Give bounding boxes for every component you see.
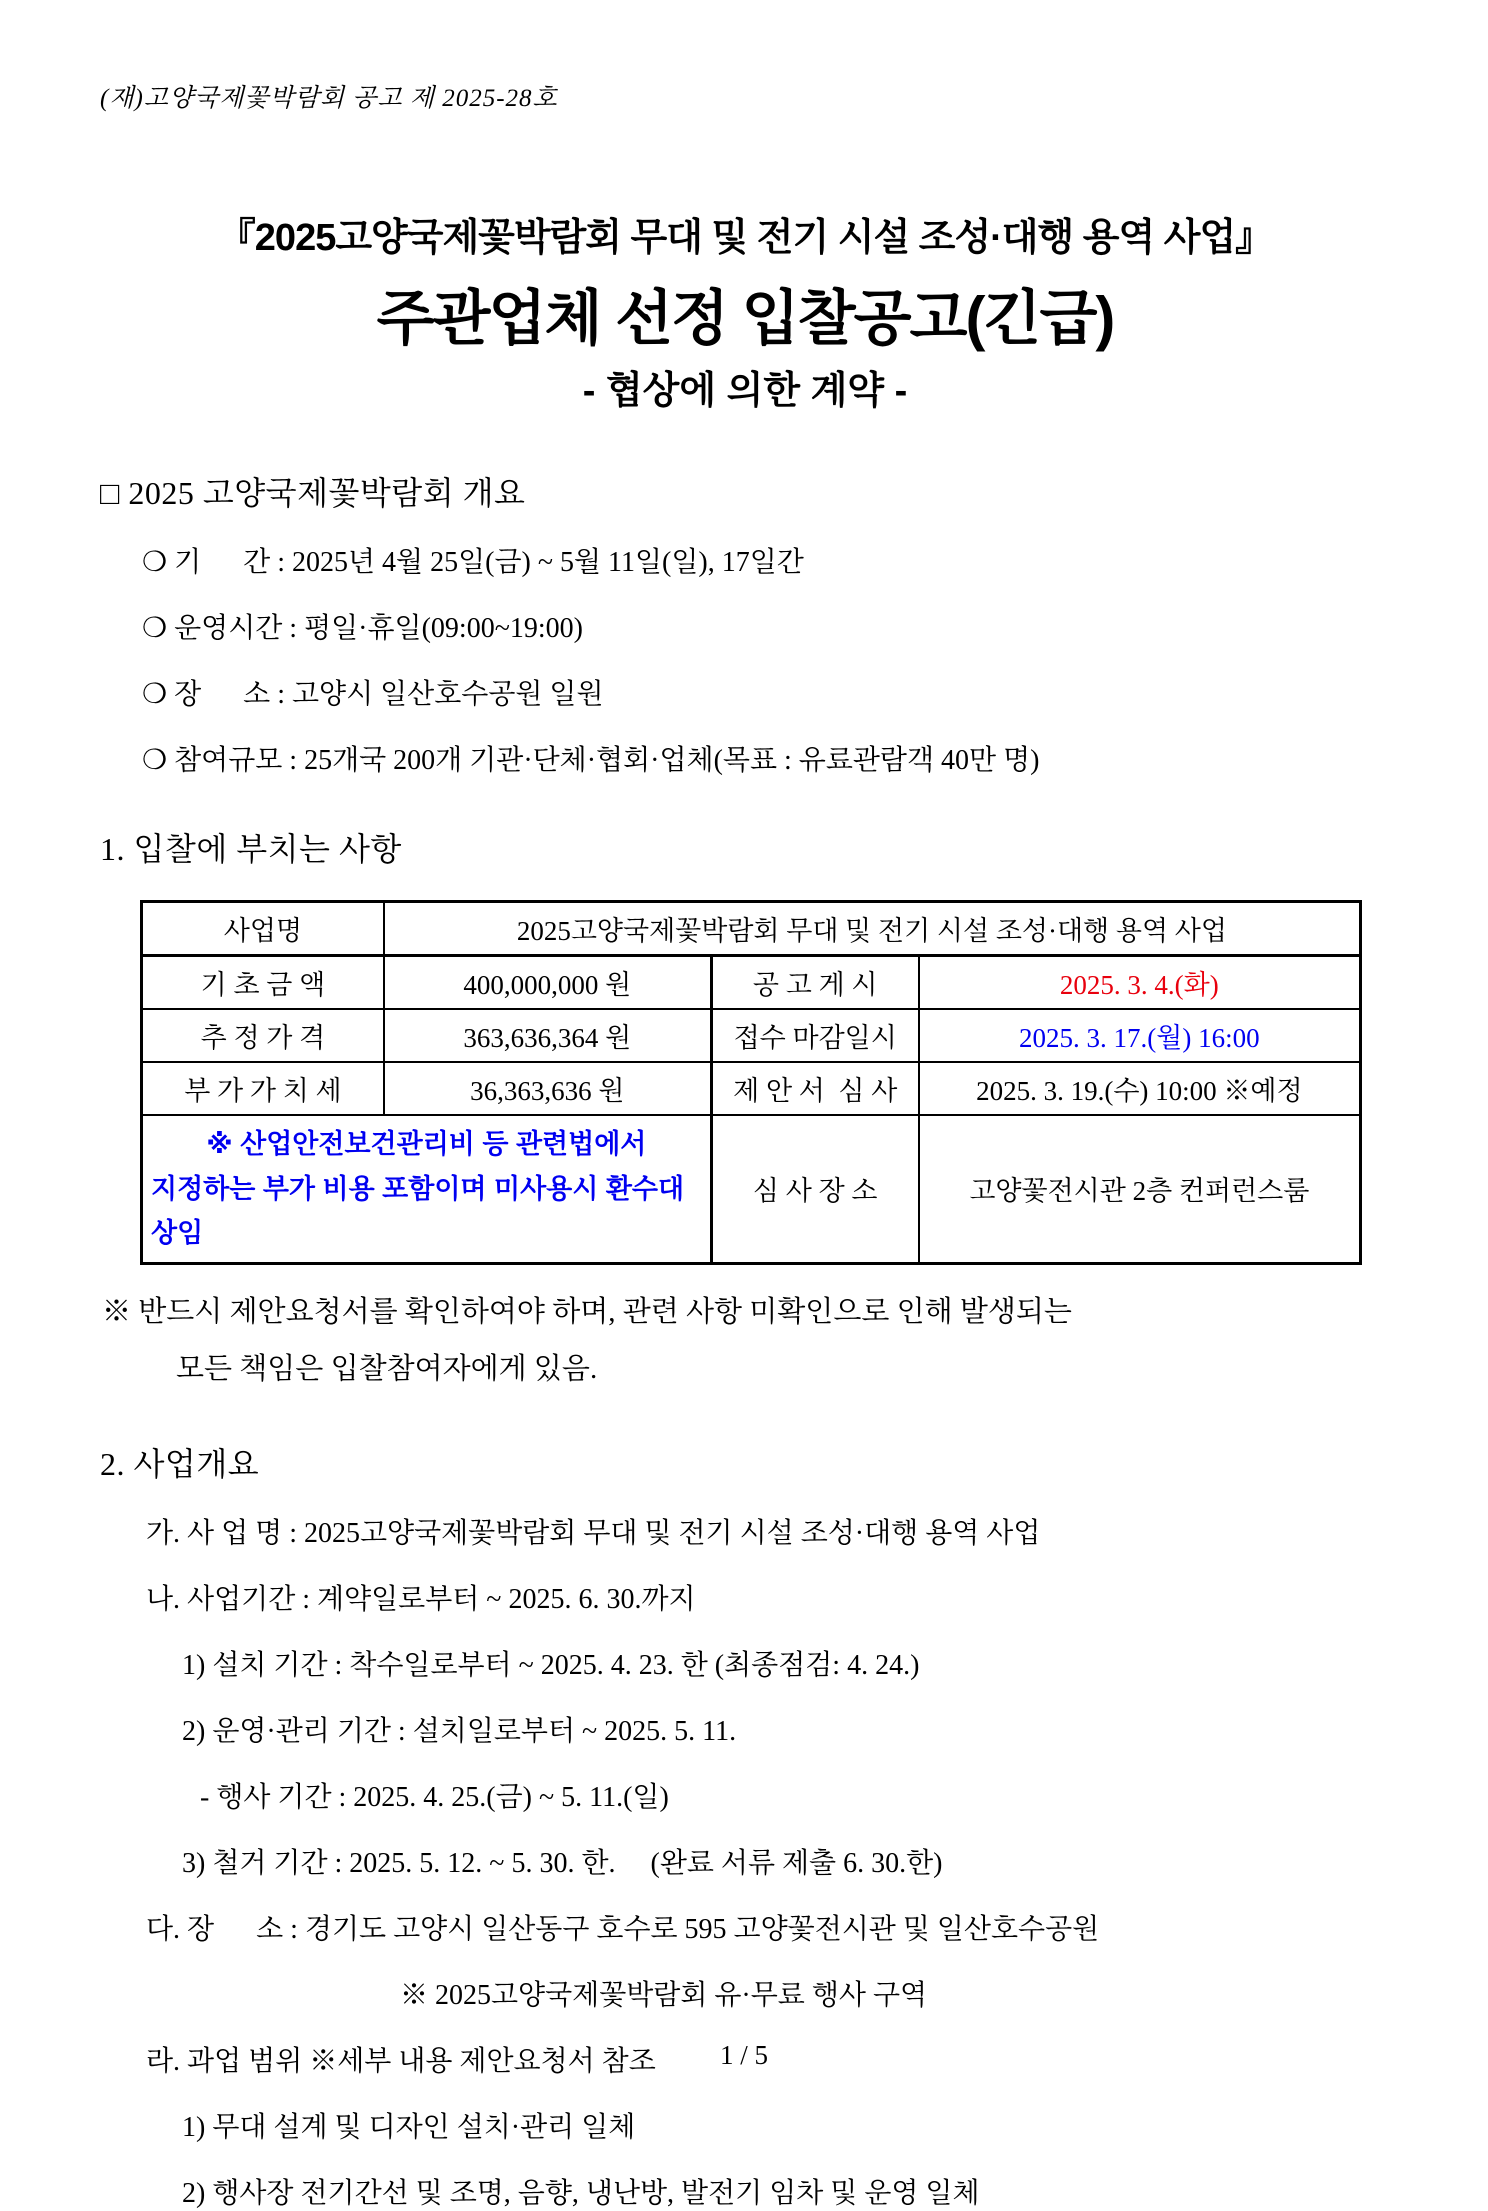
table-row	[142, 1115, 1361, 1263]
cell-project-name-value: 2025고양국제꽃박람회 무대 및 전기 시설 조성·대행 용역 사업	[384, 902, 1361, 956]
table-row	[142, 956, 1361, 1010]
bid-info-table	[140, 900, 1362, 1265]
cell-safety-cost-note	[142, 1115, 712, 1263]
line-operation-period: 2) 운영·관리 기간 : 설치일로부터 ~ 2025. 5. 11.	[182, 1715, 737, 1747]
cell-base-amount-value: 400,000,000 원	[384, 956, 711, 1010]
title-block	[100, 206, 1390, 414]
cell-vat-value: 36,363,636 원	[384, 1062, 711, 1115]
project-title: 『2025고양국제꽃박람회 무대 및 전기 시설 조성·대행 용역 사업』	[217, 217, 1273, 259]
safety-note-line1: ※ 산업안전보건관리비 등 관련법에서	[206, 1129, 647, 1159]
subtitle: - 협상에 의한 계약 -	[582, 370, 908, 412]
main-title: 주관업체 선정 입찰공고(긴급)	[376, 285, 1114, 352]
cell-review-value: 2025. 3. 19.(수) 10:00 ※예정	[919, 1062, 1361, 1115]
rfp-warning-line2: 모든 책임은 입찰참여자에게 있음.	[176, 1352, 598, 1385]
table-row	[142, 1062, 1361, 1115]
table-row	[142, 1009, 1361, 1062]
cell-estimated-price-label: 추 정 가 격	[142, 1009, 384, 1062]
line-scope-stage: 1) 무대 설계 및 디자인 설치·관리 일체	[182, 2111, 636, 2143]
cell-review-place-label: 심 사 장 소	[711, 1115, 918, 1263]
rfp-warning-line1: ※ 반드시 제안요청서를 확인하여야 하며, 관련 사항 미확인으로 인해 발생되는	[102, 1295, 1072, 1328]
cell-vat-label: 부 가 가 치 세	[142, 1062, 384, 1115]
cell-notice-date-label: 공 고 게 시	[711, 956, 918, 1010]
overview-bullet-list	[100, 540, 1390, 778]
notice-number: (재)고양국제꽃박람회 공고 제 2025-28호	[100, 85, 558, 112]
overview-bullet-period: ❍ 기 간 : 2025년 4월 25일(금) ~ 5월 11일(일), 17일간	[142, 547, 804, 578]
page-number: 1 / 5	[719, 2040, 768, 2070]
line-project-name: 가. 사 업 명 : 2025고양국제꽃박람회 무대 및 전기 시설 조성·대행 용역 사업	[146, 1517, 1041, 1549]
cell-project-name-label: 사업명	[142, 902, 384, 956]
section2-heading: 2. 사업개요	[100, 1445, 260, 1482]
cell-estimated-price-value: 363,636,364 원	[384, 1009, 711, 1062]
cell-review-place-value: 고양꽃전시관 2층 컨퍼런스룸	[919, 1115, 1361, 1263]
rfp-warning-note	[100, 1289, 1390, 1387]
overview-bullet-scale: ❍ 참여규모 : 25개국 200개 기관·단체·협회·업체(목표 : 유료관람객 40만 명)	[142, 745, 1040, 776]
line-place: 다. 장 소 : 경기도 고양시 일산동구 호수로 595 고양꽃전시관 및 일산호수공원	[146, 1913, 1100, 1945]
line-event-period: - 행사 기간 : 2025. 4. 25.(금) ~ 5. 11.(일)	[200, 1781, 669, 1813]
cell-review-label: 제 안 서 심 사	[711, 1062, 918, 1115]
line-scope: 라. 과업 범위 ※세부 내용 제안요청서 참조	[146, 2045, 656, 2077]
line-install-period: 1) 설치 기간 : 착수일로부터 ~ 2025. 4. 23. 한 (최종점검: 4. 24.)	[182, 1649, 920, 1681]
safety-note-line2: 지정하는 부가 비용 포함이며 미사용시 환수대상임	[151, 1173, 685, 1249]
line-scope-electric: 2) 행사장 전기간선 및 조명, 음향, 냉난방, 발전기 임차 및 운영 일체	[182, 2177, 980, 2209]
cell-deadline-value: 2025. 3. 17.(월) 16:00	[919, 1009, 1361, 1062]
line-place-note: ※ 2025고양국제꽃박람회 유·무료 행사 구역	[400, 1979, 928, 2011]
line-project-period: 나. 사업기간 : 계약일로부터 ~ 2025. 6. 30.까지	[146, 1583, 696, 1615]
section1-heading: 1. 입찰에 부치는 사항	[100, 831, 402, 867]
table-row	[142, 902, 1361, 956]
cell-base-amount-label: 기 초 금 액	[142, 956, 384, 1010]
cell-notice-date-value: 2025. 3. 4.(화)	[919, 956, 1361, 1010]
cell-deadline-label: 접수 마감일시	[711, 1009, 918, 1062]
overview-bullet-hours: ❍ 운영시간 : 평일·휴일(09:00~19:00)	[142, 613, 583, 644]
section2-body	[100, 1511, 1390, 2211]
line-removal-period: 3) 철거 기간 : 2025. 5. 12. ~ 5. 30. 한. (완료 서류 제출 6. 30.한)	[182, 1847, 943, 1879]
overview-heading: □ 2025 고양국제꽃박람회 개요	[100, 475, 526, 511]
overview-bullet-place: ❍ 장 소 : 고양시 일산호수공원 일원	[142, 679, 604, 710]
